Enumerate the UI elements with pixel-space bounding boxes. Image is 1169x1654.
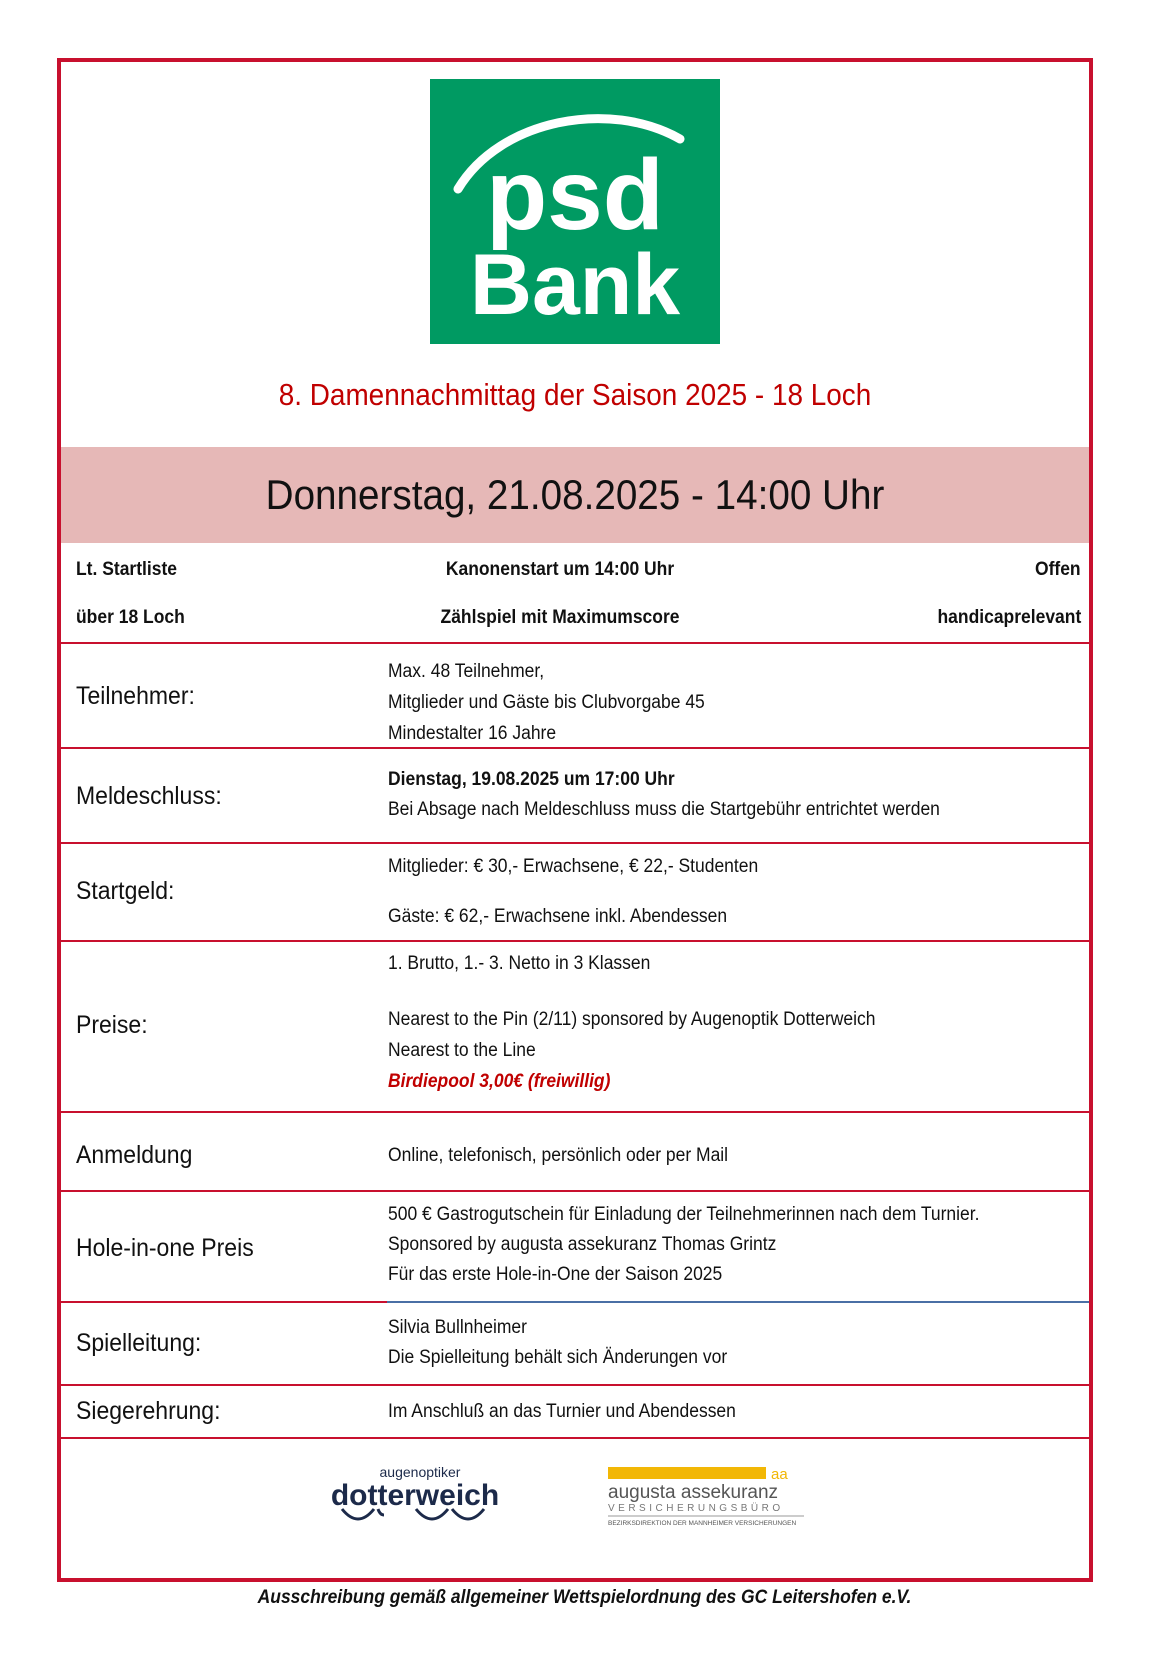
label-preise: Preise: [76,1011,148,1039]
divider [387,1301,1089,1303]
label-holeinone: Hole-in-one Preis [76,1234,254,1262]
teilnehmer-line: Max. 48 Teilnehmer, [388,661,545,682]
startgeld-gaeste: Gäste: € 62,- Erwachsene inkl. Abendessen [388,906,728,927]
divider [61,1384,1089,1386]
value-spielleitung [388,1313,727,1373]
value-meldeschluss [388,765,940,825]
info-offen: Offen [1035,559,1081,580]
preise-line: Nearest to the Line [388,1040,536,1061]
svg-text:aa: aa [771,1466,788,1483]
date-band [61,447,1089,543]
teilnehmer-line: Mitglieder und Gäste bis Clubvorgabe 45 [388,692,705,713]
label-anmeldung: Anmeldung [76,1141,193,1169]
teilnehmer-line: Mindestalter 16 Jahre [388,723,557,744]
holeinone-line: Sponsored by augusta assekuranz Thomas Grintz [388,1234,777,1255]
augusta-assekuranz-logo [608,1463,808,1527]
meldeschluss-note: Bei Absage nach Meldeschluss muss die Startgebühr entrichtet werden [388,799,940,820]
spielleitung-note: Die Spielleitung behält sich Änderungen vor [388,1347,728,1368]
value-preise [388,948,875,1097]
label-siegerehrung: Siegerehrung: [76,1397,221,1425]
info-handicap: handicaprelevant [937,607,1081,628]
info-kanonenstart: Kanonenstart um 14:00 Uhr [445,559,675,580]
divider [61,1111,1089,1113]
label-spielleitung: Spielleitung: [76,1329,202,1357]
footer-note: Ausschreibung gemäß allgemeiner Wettspielordnung des GC Leitershofen e.V. [257,1587,912,1608]
holeinone-line: Für das erste Hole-in-One der Saison 2025 [388,1264,723,1285]
meldeschluss-deadline: Dienstag, 19.08.2025 um 17:00 Uhr [388,769,675,790]
preise-birdiepool: Birdiepool 3,00€ (freiwillig) [388,1071,611,1092]
svg-text:BEZIRKSDIREKTION DER MANNHEIME: BEZIRKSDIREKTION DER MANNHEIMER VERSICHERUNGEN [608,1520,797,1527]
value-startgeld [388,851,758,932]
spielleitung-name: Silvia Bullnheimer [388,1317,527,1338]
event-date: Donnerstag, 21.08.2025 - 14:00 Uhr [265,471,885,518]
divider [61,642,1089,644]
value-anmeldung: Online, telefonisch, persönlich oder per Mail [388,1145,729,1166]
svg-text:augenoptiker: augenoptiker [379,1464,461,1480]
psd-bank-logo [430,79,720,344]
startgeld-mitglieder: Mitglieder: € 30,- Erwachsene, € 22,- Studenten [388,856,759,877]
logo-text-bank: Bank [469,237,681,333]
label-startgeld: Startgeld: [76,877,175,905]
divider [61,940,1089,942]
value-siegerehrung: Im Anschluß an das Turnier und Abendessen [388,1401,736,1422]
svg-text:VERSICHERUNGSBÜRO: VERSICHERUNGSBÜRO [608,1503,784,1514]
logo-text-psd: psd [486,139,664,251]
divider [61,1190,1089,1192]
info-format: Zählspiel mit Maximumscore [440,607,680,628]
preise-line: Nearest to the Pin (2/11) sponsored by Augenoptik Dotterweich [388,1009,876,1030]
info-startliste: Lt. Startliste [76,559,178,580]
divider [61,1437,1089,1439]
preise-line: 1. Brutto, 1.- 3. Netto in 3 Klassen [388,953,651,974]
holeinone-line: 500 € Gastrogutschein für Einladung der Teilnehmerinnen nach dem Turnier. [388,1204,980,1225]
divider [61,842,1089,844]
divider [61,747,1089,749]
label-teilnehmer: Teilnehmer: [76,682,195,710]
svg-text:dotterweich: dotterweich [330,1479,500,1512]
value-holeinone [388,1200,979,1290]
dotterweich-logo [320,1463,510,1531]
value-teilnehmer [388,656,705,749]
label-meldeschluss: Meldeschluss: [76,782,222,810]
info-holes: über 18 Loch [76,607,185,628]
divider [61,1301,387,1303]
svg-text:augusta assekuranz: augusta assekuranz [608,1482,779,1503]
event-title: 8. Damennachmittag der Saison 2025 - 18 Loch [278,377,872,412]
